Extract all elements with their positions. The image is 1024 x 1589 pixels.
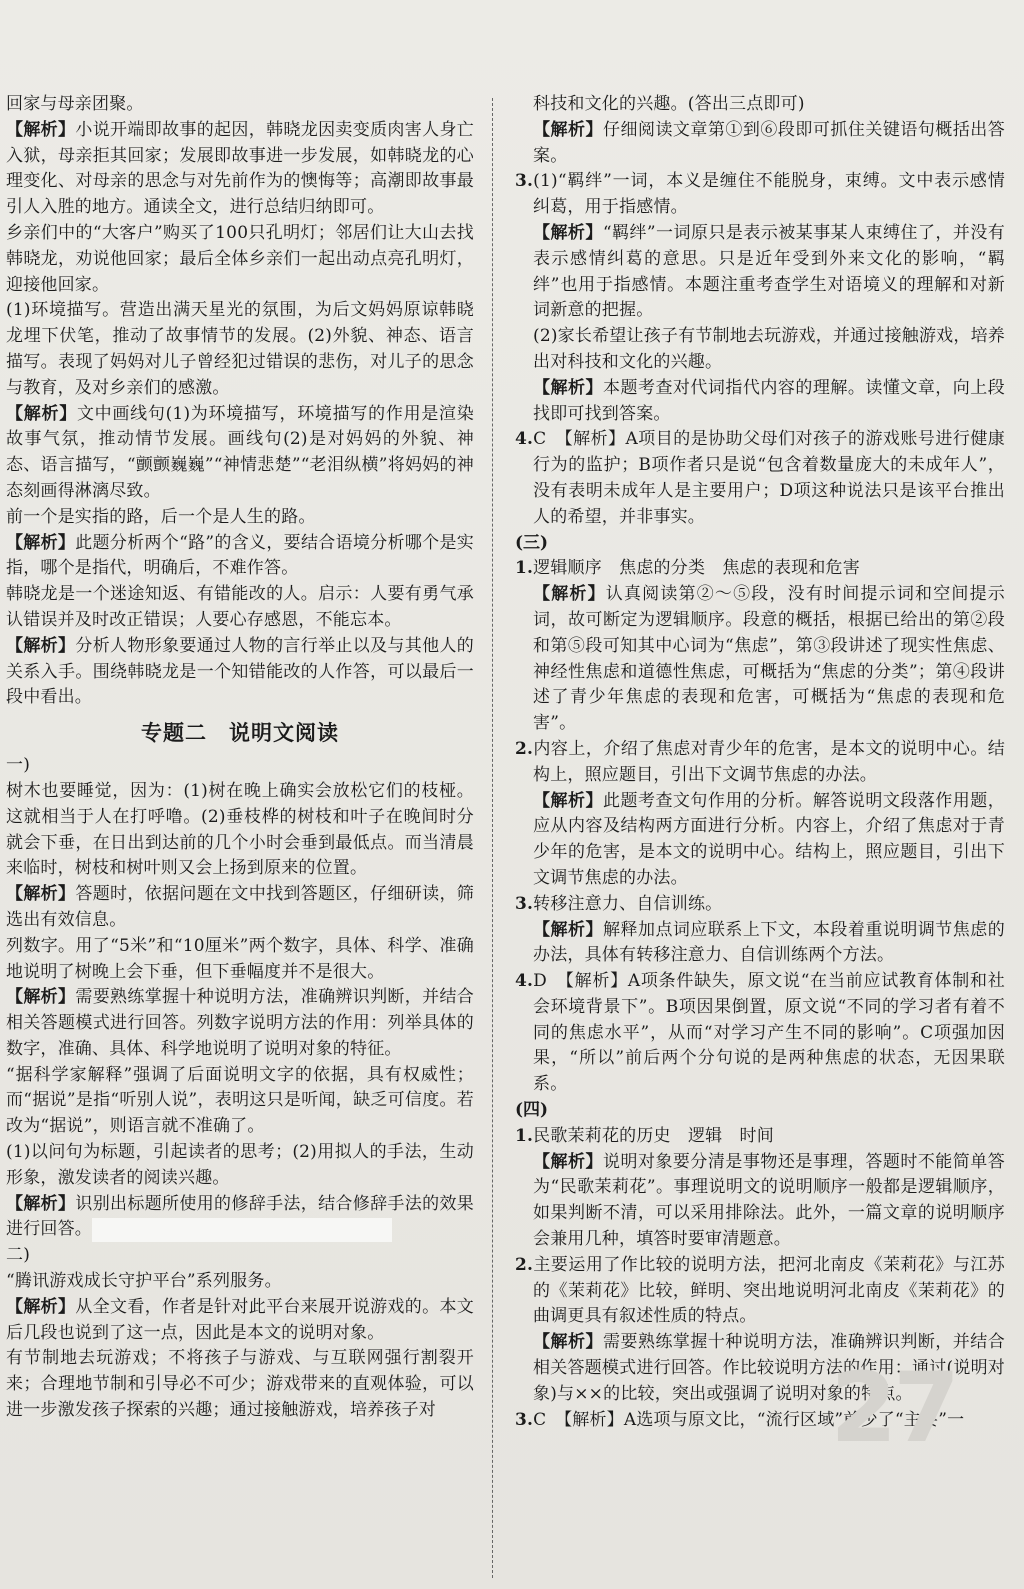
question-number: 2. — [515, 1254, 534, 1275]
answer-paragraph: 韩晓龙是一个迷途知返、有错能改的人。启示：人要有勇气承认错误并及时改正错误；人要心存感恩，不能忘本。 — [6, 584, 474, 630]
question-number: 3. — [515, 893, 534, 914]
numbered-answer — [515, 1124, 1005, 1150]
analysis-tag: 【解析】 — [6, 532, 76, 553]
question-number: 1. — [515, 1125, 534, 1146]
analysis-text: 需要熟练掌握十种说明方法，准确辨识判断，并结合相关答题模式进行回答。列数字说明方法的作用：列举具体的数字，准确、具体、科学地说明了说明对象的特征。 — [6, 987, 474, 1059]
answer-paragraph: “腾讯游戏成长守护平台”系列服务。 — [6, 1271, 282, 1292]
analysis-text: 从全文看，作者是针对此平台来展开说游戏的。本文后几段也说到了这一点，因此是本文的说明对象。 — [6, 1296, 474, 1343]
answer-paragraph: 有节制地去玩游戏；不将孩子与游戏、与互联网强行割裂开来；合理地节制和引导必不可少；游戏带来的直观体验，可以进一步激发孩子探索的兴趣；通过接触游戏，培养孩子对 — [6, 1348, 474, 1421]
analysis-text: 说明对象要分清是事物还是事理，答题时不能简单答为“民歌茉莉花”。事理说明文的说明顺序一般都是逻辑顺序，如果判断不清，可以采用排除法。此外，一篇文章的说明顺序会兼用几种，填答时要审清题意。 — [533, 1151, 1005, 1250]
numbered-answer — [515, 427, 1005, 530]
analysis-paragraph — [6, 402, 474, 505]
answer-paragraph: 列数字。用了“5米”和“10厘米”两个数字，具体、科学、准确地说明了树晚上会下垂，但下垂幅度并不是很大。 — [6, 935, 474, 982]
answer-text: 逻辑顺序 焦虑的分类 焦虑的表现和危害 — [533, 558, 860, 579]
analysis-paragraph — [515, 376, 1005, 428]
analysis-text: 分析人物形象要通过人物的言行举止以及与其他人的关系入手。围绕韩晓龙是一个知错能改的人作答，可以最后一段中看出。 — [6, 635, 474, 708]
question-number: 2. — [515, 738, 534, 759]
analysis-tag: 【解析】 — [533, 790, 603, 811]
answer-paragraph: 二) — [6, 1245, 31, 1266]
analysis-text: 文中画线句(1)为环境描写，环境描写的作用是渲染故事气氛，推动情节发展。画线句(2)是对妈妈的外貌、神态、语言描写，“颤颤巍巍”“神情悲楚”“老泪纵横”将妈妈的神态刻画得淋漓尽致。 — [6, 403, 474, 501]
analysis-paragraph — [515, 221, 1005, 324]
answer-text: 转移注意力、自信训练。 — [533, 893, 723, 914]
numbered-answer — [515, 892, 1005, 918]
analysis-tag: 【解析】 — [533, 919, 603, 940]
answer-text: 主要运用了作比较的说明方法，把河北南皮《茉莉花》与江苏的《茉莉花》比较，鲜明、突出地说明河北南皮《茉莉花》的曲调更具有叙述性质的特点。 — [533, 1254, 1005, 1327]
analysis-tag: 【解析】 — [6, 403, 77, 424]
analysis-tag: 【解析】 — [6, 884, 76, 905]
column-divider — [492, 98, 493, 1578]
section-title: 专题二 说明文阅读 — [141, 721, 339, 746]
analysis-paragraph — [6, 1192, 474, 1244]
answer-paragraph: (1)以问句为标题，引起读者的思考；(2)用拟人的手法，生动形象，激发读者的阅读兴趣。 — [6, 1142, 474, 1188]
answer-paragraph: 前一个是实指的路，后一个是人生的路。 — [6, 506, 316, 527]
analysis-text: 识别出标题所使用的修辞手法，结合修辞手法的效果进行回答。 — [6, 1193, 474, 1240]
analysis-paragraph — [6, 118, 474, 221]
analysis-text: 小说开端即故事的起因，韩晓龙因卖变质肉害人身亡入狱，母亲拒其回家；发展即故事进一步发展，如韩晓龙的心理变化、对母亲的思念与对先前作为的懊悔等；高潮即故事最引人入胜的地方。通读全文，进行总结归纳即可。 — [6, 119, 474, 218]
question-number: 4. — [515, 971, 534, 992]
analysis-text: 需要熟练掌握十种说明方法，准确辨识判断，并结合相关答题模式进行回答。作比较说明方法的作用：通过(说明对象)与××的比较，突出或强调了说明对象的特点。 — [533, 1332, 1005, 1404]
analysis-tag: 【解析】 — [533, 377, 603, 398]
numbered-answer — [515, 169, 1005, 221]
analysis-text: 本题考查对代词指代内容的理解。读懂文章，向上段找即可找到答案。 — [533, 377, 1005, 424]
numbered-answer — [515, 1253, 1005, 1330]
numbered-answer — [515, 969, 1005, 1098]
question-number: 4. — [515, 429, 534, 450]
answer-paragraph: (2)家长希望让孩子有节制地去玩游戏，并通过接触游戏，培养出对科技和文化的兴趣。 — [533, 326, 1005, 372]
analysis-paragraph — [515, 1150, 1005, 1253]
analysis-paragraph — [515, 118, 1005, 170]
answer-paragraph: 科技和文化的兴趣。(答出三点即可) — [533, 94, 805, 114]
question-number: 1. — [515, 558, 534, 579]
analysis-paragraph — [515, 582, 1005, 737]
analysis-tag: 【解析】 — [6, 635, 76, 656]
analysis-tag: 【解析】 — [6, 1193, 76, 1214]
answer-paragraph: (1)环境描写。营造出满天星光的氛围，为后文妈妈原谅韩晓龙埋下伏笔，推动了故事情节的发展。(2)外貌、神态、语言描写。表现了妈妈对儿子曾经犯过错误的悲伤，对儿子的思念与教育，及对乡亲们的感激。 — [6, 300, 474, 398]
analysis-text: 此题考查文句作用的分析。解答说明文段落作用题，应从内容及结构两方面进行分析。内容上，介绍了焦虑对于青少年的危害，是本文的说明中心。结构上，照应题目，引出下文调节焦虑的办法。 — [533, 790, 1005, 888]
analysis-tag: 【解析】 — [533, 119, 603, 140]
left-column — [6, 92, 474, 1424]
page-number: 27 — [830, 1352, 956, 1464]
analysis-tag: 【解析】 — [533, 584, 606, 605]
answer-text: C 【解析】A选项与原文比，“流行区域”前少了“主要”一 — [533, 1409, 965, 1430]
analysis-paragraph — [6, 882, 474, 934]
answer-paragraph: “据科学家解释”强调了后面说明文字的依据，具有权威性；而“据说”是指“听别人说”，表明这只是听闻，缺乏可信度。若改为“据说”，则语言就不准确了。 — [6, 1064, 474, 1137]
answer-paragraph: 树木也要睡觉，因为：(1)树在晚上确实会放松它们的枝桠。这就相当于人在打呼噜。(2)垂枝桦的树枝和叶子在晚间时分就会下垂，在日出到达前的几个小时会垂到最低点。而当清晨来临时，树枝和树叶则又会上扬到原来的位置。 — [6, 780, 474, 879]
subsection-label: (四) — [515, 1100, 549, 1121]
analysis-text: “羁绊”一词原只是表示被某事某人束缚住了，并没有表示感情纠葛的意思。只是近年受到外来文化的影响，“羁绊”也用于指感情。本题注重考查学生对语境义的理解和对新词新意的把握。 — [533, 222, 1005, 321]
answer-text: D 【解析】A项条件缺失，原文说“在当前应试教育体制和社会环境背景下”。B项因果倒置，原文说“不同的学习者有着不同的焦虑水平”，从而“对学习产生不同的影响”。C项强加因果，“所以”前后两个分句说的是两种焦虑的状态，无因果联系。 — [533, 971, 1005, 1095]
analysis-text: 此题分析两个“路”的含义，要结合语境分析哪个是实指，哪个是指代，明确后，不难作答。 — [6, 532, 474, 579]
analysis-tag: 【解析】 — [6, 987, 76, 1008]
answer-paragraph: 乡亲们中的“大客户”购买了100只孔明灯；邻居们让大山去找韩晓龙，劝说他回家；最后全体乡亲们一起出动点亮孔明灯，迎接他回家。 — [6, 222, 474, 295]
right-column — [515, 92, 1005, 1433]
analysis-paragraph — [6, 634, 474, 711]
analysis-tag: 【解析】 — [6, 1296, 76, 1317]
numbered-answer — [515, 556, 1005, 582]
analysis-text: 答题时，依据问题在文中找到答题区，仔细研读，筛选出有效信息。 — [6, 884, 474, 930]
analysis-paragraph — [515, 918, 1005, 970]
analysis-tag: 【解析】 — [533, 1151, 603, 1172]
analysis-paragraph — [515, 789, 1005, 892]
analysis-paragraph — [6, 531, 474, 583]
analysis-paragraph — [6, 1295, 474, 1347]
subsection-label: (三) — [515, 532, 549, 553]
analysis-text: 认真阅读第②～⑤段，没有时间提示词和空间提示词，故可断定为逻辑顺序。段意的概括，根据已给出的第②段和第⑤段可知其中心词为“焦虑”，第③段讲述了现实性焦虑、神经性焦虑和道德性焦虑，可概括为“焦虑的分类”；第④段讲述了青少年焦虑的表现和危害，可概括为“焦虑的表现和危害”。 — [533, 584, 1005, 734]
question-number: 3. — [515, 171, 534, 192]
analysis-tag: 【解析】 — [6, 119, 76, 140]
answer-text: 民歌茉莉花的历史 逻辑 时间 — [533, 1125, 774, 1146]
analysis-paragraph — [6, 985, 474, 1062]
answer-paragraph: 一) — [6, 755, 31, 776]
answer-text: C 【解析】A项目的是协助父母们对孩子的游戏账号进行健康行为的监护；B项作者只是说“包含着数量庞大的未成年人”，没有表明未成年人是主要用户；D项这种说法只是该平台推出人的希望，并非事实。 — [533, 429, 1005, 527]
analysis-text: 仔细阅读文章第①到⑥段即可抓住关键语句概括出答案。 — [533, 119, 1005, 166]
answer-text: (1)“羁绊”一词，本义是缠住不能脱身，束缚。文中表示感情纠葛，用于指感情。 — [533, 171, 1005, 218]
numbered-answer — [515, 737, 1005, 789]
answer-paragraph: 回家与母亲团聚。 — [6, 94, 144, 114]
blank-field — [92, 1218, 392, 1242]
analysis-text: 解释加点词应联系上下文，本段着重说明调节焦虑的办法，具体有转移注意力、自信训练两个方法。 — [533, 919, 1005, 966]
answer-text: 内容上，介绍了焦虑对青少年的危害，是本文的说明中心。结构上，照应题目，引出下文调节焦虑的办法。 — [533, 738, 1005, 785]
question-number: 3. — [515, 1409, 534, 1430]
analysis-tag: 【解析】 — [533, 1332, 603, 1353]
analysis-tag: 【解析】 — [533, 222, 603, 243]
